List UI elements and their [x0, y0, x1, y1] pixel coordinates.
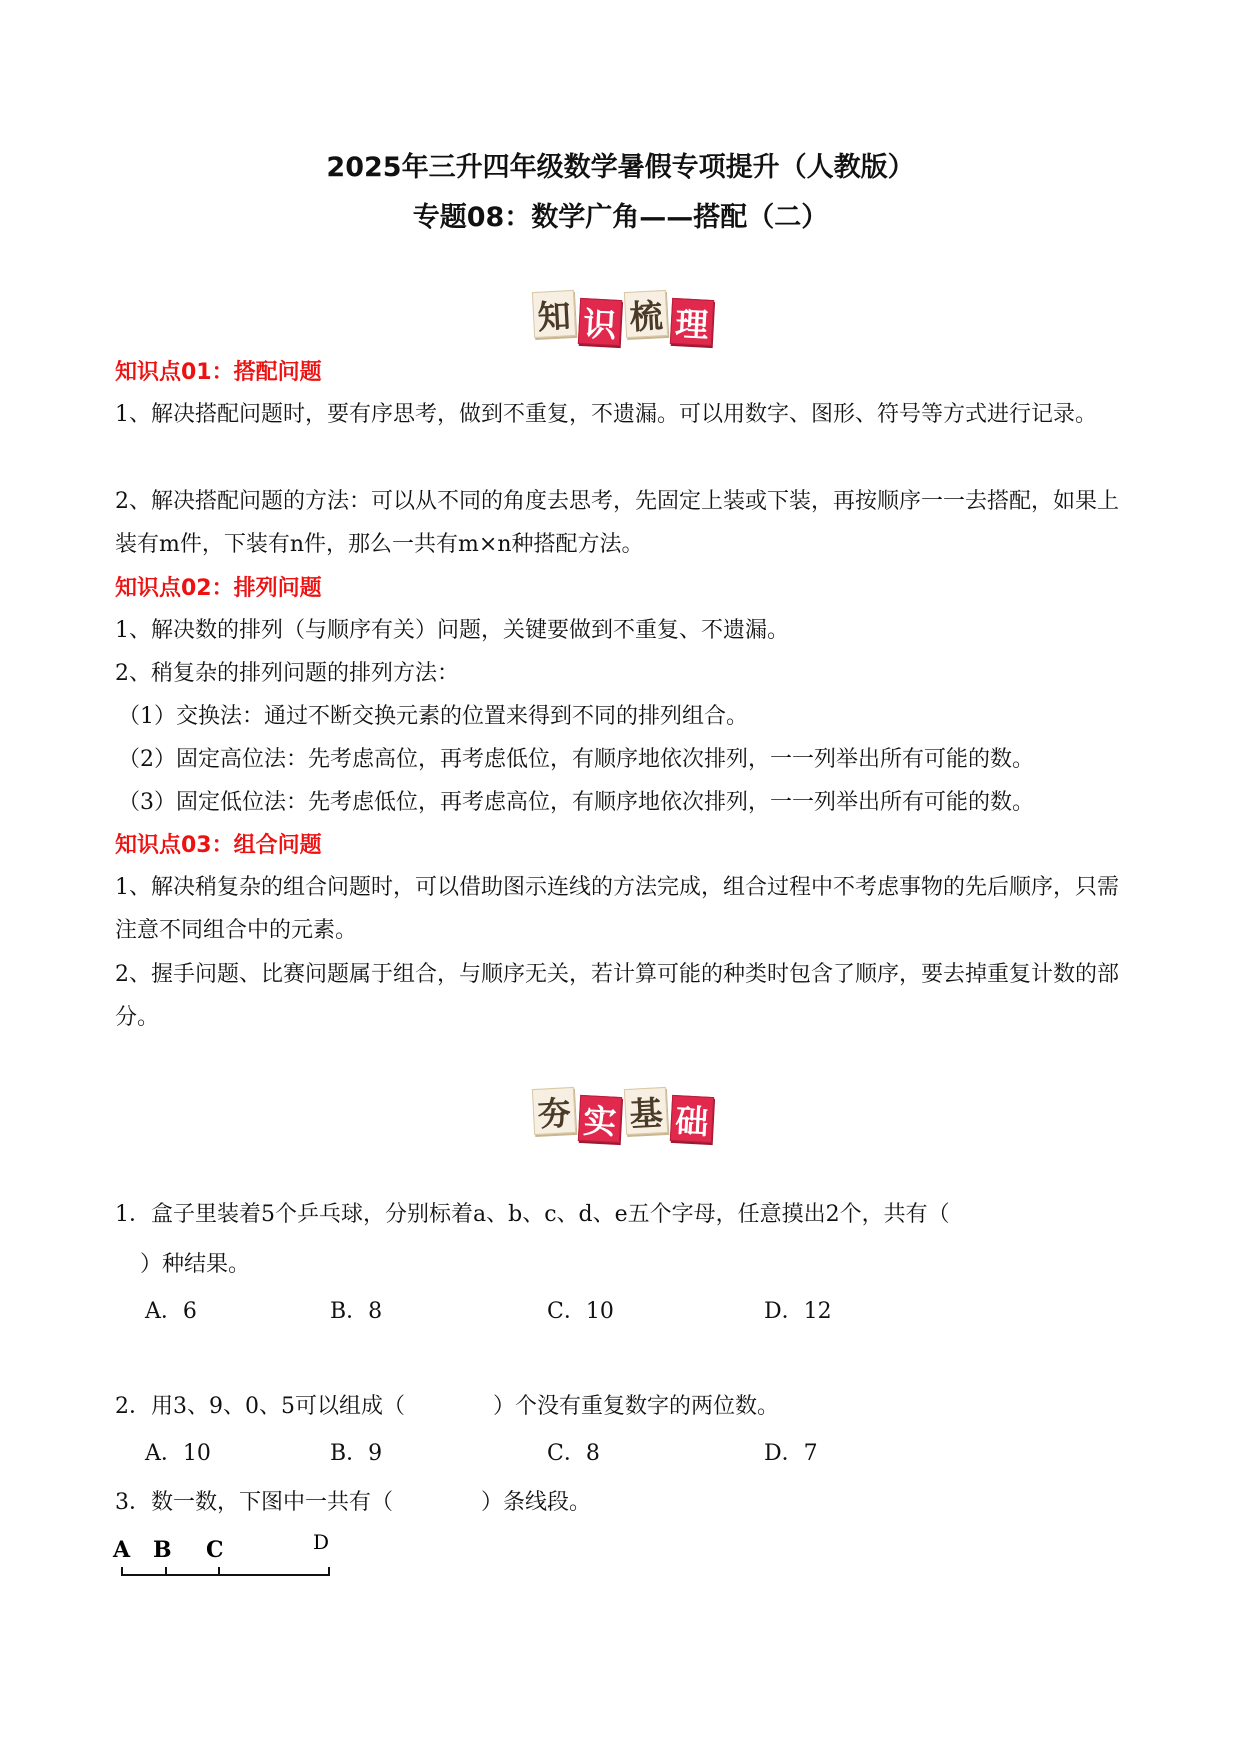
point-label-a: A — [113, 1537, 131, 1563]
badge-char: 实 — [578, 1095, 622, 1143]
question-1-option-d: D．12 — [764, 1299, 832, 1324]
badge-char: 知 — [532, 290, 576, 338]
knowledge-item: 1、解决数的排列（与顺序有关）问题，关键要做到不重复、不遗漏。 — [115, 618, 789, 643]
knowledge-subitem: （2）固定高位法：先考虑高位，再考虑低位，有顺序地依次排列，一一列举出所有可能的数。 — [118, 747, 1035, 772]
question-1: 1．盒子里装着5个乒乓球，分别标着a、b、c、d、e五个字母，任意摸出2个，共有（ — [115, 1202, 950, 1227]
knowledge-item: 2、解决搭配问题的方法：可以从不同的角度去思考，先固定上装或下装，再按顺序一一去搭配，如果上装有m件，下装有n件，那么一共有m×n种搭配方法。 — [115, 489, 1120, 557]
question-3: 3．数一数，下图中一共有（ ）条线段。 — [115, 1490, 591, 1515]
section-badge-knowledge — [533, 287, 717, 349]
question-2: 2．用3、9、0、5可以组成（ ）个没有重复数字的两位数。 — [115, 1394, 779, 1419]
knowledge-item: 2、稍复杂的排列问题的排列方法： — [115, 661, 459, 686]
question-1-option-c: C．10 — [547, 1299, 614, 1324]
badge-char: 础 — [670, 1095, 714, 1143]
section-badge-basics — [533, 1084, 717, 1146]
knowledge-subitem: （3）固定低位法：先考虑低位，再考虑高位，有顺序地依次排列，一一列举出所有可能的数。 — [118, 790, 1035, 815]
question-1-option-b: B．8 — [330, 1299, 383, 1324]
knowledge-item: 1、解决稍复杂的组合问题时，可以借助图示连线的方法完成，组合过程中不考虑事物的先后顺序，只需注意不同组合中的元素。 — [115, 875, 1120, 943]
point-label-c: C — [206, 1537, 224, 1563]
document-title: 2025年三升四年级数学暑假专项提升（人教版） — [326, 152, 915, 183]
question-2-option-c: C．8 — [547, 1441, 600, 1466]
badge-char: 理 — [670, 298, 714, 346]
question-2-option-b: B．9 — [330, 1441, 383, 1466]
document-subtitle: 专题08：数学广角——搭配（二） — [412, 202, 829, 233]
badge-char: 识 — [578, 298, 622, 346]
knowledge-point-heading: 知识点02：排列问题 — [115, 576, 322, 601]
question-1-option-a: A．6 — [145, 1299, 197, 1324]
badge-char: 基 — [624, 1087, 668, 1135]
point-label-d: D — [313, 1530, 330, 1554]
knowledge-point-heading: 知识点01：搭配问题 — [115, 360, 322, 385]
badge-char: 梳 — [624, 290, 668, 338]
question-1-continued: ）种结果。 — [140, 1252, 251, 1277]
badge-char: 夯 — [532, 1087, 576, 1135]
question-2-option-d: D．7 — [764, 1441, 818, 1466]
question-2-option-a: A．10 — [145, 1441, 211, 1466]
segment-figure — [105, 1525, 345, 1595]
knowledge-subitem: （1）交换法：通过不断交换元素的位置来得到不同的排列组合。 — [118, 704, 748, 729]
point-label-b: B — [153, 1537, 172, 1563]
knowledge-item: 1、解决搭配问题时，要有序思考，做到不重复，不遗漏。可以用数字、图形、符号等方式进行记录。 — [115, 402, 1098, 427]
knowledge-point-heading: 知识点03：组合问题 — [115, 833, 322, 858]
knowledge-item: 2、握手问题、比赛问题属于组合，与顺序无关，若计算可能的种类时包含了顺序，要去掉重复计数的部分。 — [115, 962, 1120, 1030]
